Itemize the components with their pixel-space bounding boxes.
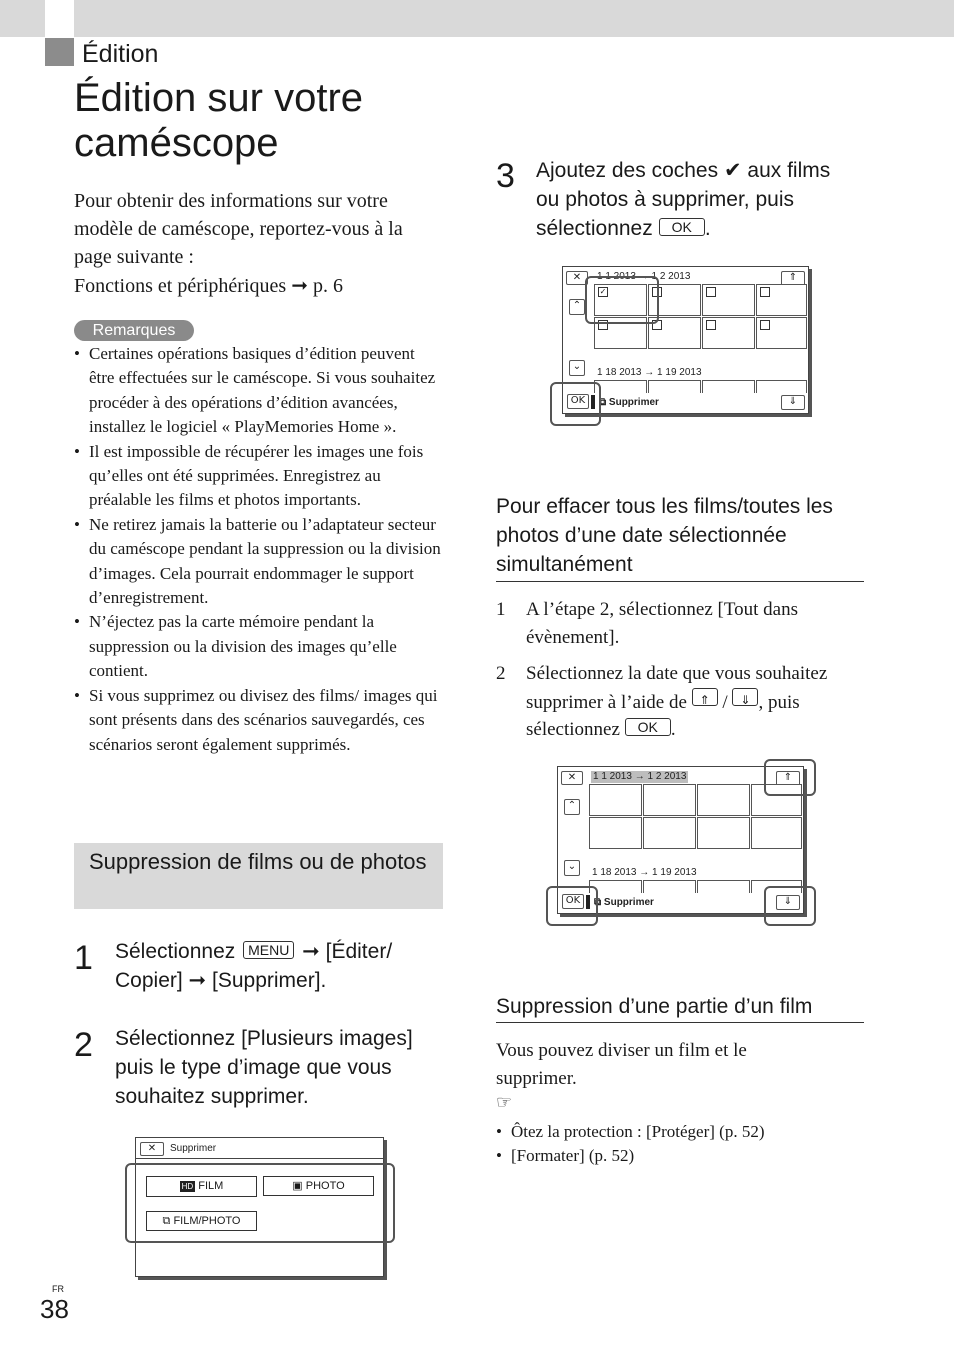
list-item: • Ne retirez jamais la batterie ou l’adaptateur secteur du caméscope pendant la suppression ou la division d’images. Cela pourrait endommager le support d’enregistrement.	[74, 513, 444, 611]
thumbnail-cell[interactable]	[697, 817, 750, 849]
list-item[interactable]: • Ôtez la protection : [Protéger] (p. 52)	[496, 1120, 866, 1144]
checkbox[interactable]	[706, 320, 716, 330]
list-item: • N’éjectez pas la carte mémoire pendant la suppression ou la division des images qu’elle contient.	[74, 610, 444, 683]
date-range-bottom: 1 18 2013 → 1 19 2013	[592, 867, 697, 878]
arrow-right-icon: ➞	[188, 968, 207, 992]
list-item: • Si vous supprimez ou divisez des films/ images qui sont présents dans des scénarios sauvegardés, ces scénarios seront également supprimés.	[74, 684, 444, 757]
date-range-bottom: 1 18 2013 → 1 19 2013	[597, 367, 702, 378]
partie-text: Vous pouvez diviser un film et le supprimer.	[496, 1040, 747, 1089]
suppression-heading: Suppression de films ou de photos	[89, 849, 427, 874]
thumbnail-cell[interactable]	[648, 380, 701, 393]
step-1-text: Sélectionnez MENU ➞ [Éditer/ Copier] ➞ [Supprimer].	[115, 939, 393, 992]
thumbnail-cell[interactable]	[643, 817, 696, 849]
partie-list	[496, 1120, 866, 1168]
ok-button[interactable]: OK	[567, 394, 589, 409]
remarks-list	[74, 342, 444, 757]
screen-label: ⧉ Supprimer	[594, 897, 654, 908]
step-1-number: 1	[74, 939, 93, 977]
top-band-notch	[45, 0, 74, 37]
ok-button[interactable]: OK	[625, 718, 671, 736]
list-item: • Certaines opérations basiques d’édition peuvent être effectuées sur le caméscope. Si vous souhaitez procéder à des opérations d’édition avancées, installez le logiciel « PlayMemories Home ».	[74, 342, 444, 440]
film-button[interactable]: HD FILM	[146, 1176, 257, 1197]
arrow-right-icon: ➞	[291, 273, 308, 297]
suppression-heading-box	[74, 843, 443, 909]
highlight-frame	[550, 382, 601, 426]
ok-button[interactable]: OK	[659, 218, 705, 236]
page-down-button[interactable]: ⇓	[732, 688, 758, 706]
menu-button[interactable]: MENU	[243, 941, 294, 959]
photo-icon: ▣	[292, 1180, 303, 1192]
photo-button[interactable]: ▣ PHOTO	[263, 1176, 374, 1196]
section-label: Édition	[82, 40, 159, 68]
screen-title: Supprimer	[170, 1143, 217, 1154]
effacer-heading: Pour effacer tous les films/toutes les photos d’une date sélectionnée simultanément	[496, 492, 864, 582]
thumbnail-cell[interactable]	[751, 817, 802, 849]
arrow-right-icon: ➞	[302, 939, 320, 963]
scroll-down-button[interactable]: ⌄	[564, 860, 580, 876]
thumbnail-cell[interactable]	[594, 380, 647, 393]
reference-icon: ☞	[496, 1092, 513, 1113]
page-up-button[interactable]: ⇑	[776, 771, 800, 786]
page-up-button[interactable]: ⇑	[692, 688, 718, 706]
close-button[interactable]: ✕	[561, 771, 583, 785]
intro-link[interactable]: Fonctions et périphériques ➞ p. 6	[74, 273, 343, 297]
thumbnail-cell[interactable]	[643, 784, 696, 816]
scroll-up-button[interactable]: ⌃	[569, 299, 585, 315]
effacer-steps	[496, 596, 866, 744]
list-item: 1 A l’étape 2, sélectionnez [Tout dans évènement].	[496, 599, 798, 648]
thumbnail-cell[interactable]	[756, 380, 807, 393]
film-photo-icon: ⧉	[599, 397, 607, 408]
thumbnail-cell[interactable]	[697, 784, 750, 816]
date-range-top: 1 1 2013 → 1 2 2013	[593, 771, 687, 782]
list-item: 2 Sélectionnez la date que vous souhaitez supprimer à l’aide de ⇑ / ⇓ , puis sélectionnez OK .	[496, 663, 828, 740]
checkbox[interactable]	[760, 287, 770, 297]
checkbox[interactable]	[760, 320, 770, 330]
list-item[interactable]: • [Formater] (p. 52)	[496, 1144, 866, 1168]
date-range-top: 1 1 2013 → 1 2 2013	[597, 271, 691, 282]
film-photo-icon: ⧉	[162, 1215, 171, 1227]
remarks-badge: Remarques	[74, 320, 194, 341]
close-button[interactable]: ✕	[566, 271, 588, 285]
highlight-frame	[585, 276, 659, 324]
intro-text: Pour obtenir des informations sur votre modèle de caméscope, reportez-vous à la page suivante :	[74, 190, 403, 268]
thumbnail-cell[interactable]	[589, 784, 642, 816]
film-icon: HD	[181, 1182, 194, 1191]
highlight-frame	[546, 886, 598, 926]
thumbnail-cell[interactable]	[643, 880, 696, 893]
step-3-text: Ajoutez des coches ✔ aux films ou photos à supprimer, puis sélectionnez OK .	[536, 158, 831, 240]
step-2-number: 2	[74, 1026, 93, 1064]
top-band	[0, 0, 954, 37]
step-2-text: Sélectionnez [Plusieurs images] puis le type d’image que vous souhaitez supprimer.	[115, 1027, 413, 1108]
step-3-number: 3	[496, 157, 515, 195]
highlight-frame	[764, 759, 816, 796]
page-down-button[interactable]: ⇓	[776, 895, 800, 910]
thumbnail-cell[interactable]	[702, 284, 755, 316]
thumbnail-cell[interactable]	[702, 380, 755, 393]
checkbox[interactable]	[706, 287, 716, 297]
section-marker	[45, 38, 74, 66]
thumbnail-cell[interactable]	[697, 880, 750, 893]
page-down-button[interactable]: ⇓	[781, 395, 805, 410]
thumbnail-cell[interactable]	[756, 317, 807, 349]
list-item: • Il est impossible de récupérer les images une fois qu’elles ont été supprimées. Enregistrez au préalable les films et photos importants.	[74, 440, 444, 513]
partie-heading: Suppression d’une partie d’un film	[496, 992, 864, 1023]
check-icon: ✔	[723, 158, 742, 182]
page-language: FR	[52, 1284, 64, 1294]
film-photo-button[interactable]: ⧉ FILM/PHOTO	[146, 1211, 257, 1231]
page-up-button[interactable]: ⇑	[781, 271, 805, 286]
page-number: 38	[40, 1294, 69, 1324]
thumbnail-cell[interactable]	[702, 317, 755, 349]
page-title: Édition sur votre caméscope	[74, 76, 364, 165]
scroll-down-button[interactable]: ⌄	[569, 360, 585, 376]
close-button[interactable]: ✕	[140, 1142, 164, 1156]
highlight-frame	[125, 1163, 395, 1243]
thumbnail-cell[interactable]	[756, 284, 807, 316]
checkbox-checked[interactable]: ✓	[599, 287, 607, 296]
highlight-frame	[764, 886, 816, 926]
thumbnail-cell[interactable]	[589, 817, 642, 849]
screen-label: ⧉ Supprimer	[599, 397, 659, 408]
ok-button[interactable]: OK	[562, 894, 584, 909]
scroll-up-button[interactable]: ⌃	[564, 799, 580, 815]
film-photo-icon: ⧉	[594, 897, 602, 908]
intro	[74, 187, 444, 300]
